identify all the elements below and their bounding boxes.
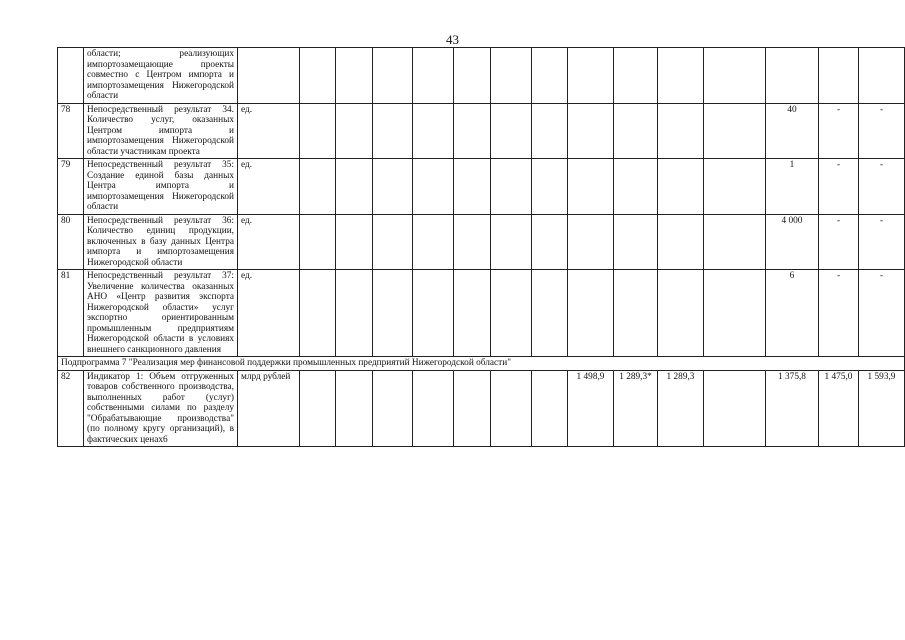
indicator-name: Непосредственный результат 35: Создание единой базы данных Центра импорта и импортозамещения Нижегородской области — [84, 159, 238, 215]
value-cell — [658, 270, 704, 357]
value-cell — [568, 103, 614, 159]
value-cell — [373, 48, 413, 104]
unit-cell: ед. — [238, 159, 300, 215]
row-number: 81 — [58, 270, 84, 357]
row-number: 80 — [58, 214, 84, 270]
table-row — [58, 159, 905, 215]
value-cell: 4 000 — [766, 214, 819, 270]
value-cell: 1 475,0 — [819, 370, 859, 447]
value-cell: - — [819, 103, 859, 159]
value-cell — [704, 214, 766, 270]
value-cell — [532, 270, 568, 357]
value-cell — [704, 103, 766, 159]
value-cell — [568, 214, 614, 270]
table-row — [58, 370, 905, 447]
value-cell — [373, 370, 413, 447]
table-body — [58, 48, 905, 447]
value-cell: 1 375,8 — [766, 370, 819, 447]
value-cell: - — [819, 214, 859, 270]
value-cell — [336, 270, 373, 357]
value-cell — [454, 159, 491, 215]
value-cell — [658, 214, 704, 270]
value-cell — [454, 103, 491, 159]
value-cell — [819, 48, 859, 104]
table-row — [58, 214, 905, 270]
value-cell: - — [859, 159, 905, 215]
value-cell — [614, 103, 658, 159]
value-cell: - — [819, 270, 859, 357]
unit-cell: млрд рублей — [238, 370, 300, 447]
table-row — [58, 103, 905, 159]
value-cell — [766, 48, 819, 104]
value-cell — [373, 103, 413, 159]
value-cell — [568, 159, 614, 215]
value-cell: 6 — [766, 270, 819, 357]
value-cell — [532, 370, 568, 447]
value-cell — [658, 103, 704, 159]
value-cell — [614, 270, 658, 357]
row-number — [58, 48, 84, 104]
value-cell — [336, 103, 373, 159]
value-cell: - — [819, 159, 859, 215]
value-cell: 40 — [766, 103, 819, 159]
value-cell — [491, 159, 532, 215]
value-cell — [373, 270, 413, 357]
value-cell — [300, 270, 336, 357]
value-cell — [454, 370, 491, 447]
value-cell — [614, 48, 658, 104]
value-cell — [454, 214, 491, 270]
value-cell — [336, 48, 373, 104]
indicators-table — [57, 47, 905, 447]
unit-cell: ед. — [238, 270, 300, 357]
value-cell — [413, 270, 454, 357]
value-cell: 1 498,9 — [568, 370, 614, 447]
value-cell — [491, 103, 532, 159]
value-cell — [614, 159, 658, 215]
value-cell — [373, 159, 413, 215]
value-cell: 1 289,3* — [614, 370, 658, 447]
value-cell — [300, 103, 336, 159]
unit-cell — [238, 48, 300, 104]
row-number: 78 — [58, 103, 84, 159]
value-cell — [704, 270, 766, 357]
value-cell: 1 — [766, 159, 819, 215]
value-cell — [704, 370, 766, 447]
value-cell — [532, 214, 568, 270]
indicator-name: Непосредственный результат 37: Увеличение количества оказанных АНО «Центр развития экспорта Нижегородской области» услуг экспортно ориентированным промышленным предприятиям Нижегородской области в условиях внешнего санкционного давления — [84, 270, 238, 357]
value-cell — [532, 48, 568, 104]
row-number: 82 — [58, 370, 84, 447]
value-cell — [491, 214, 532, 270]
table-row — [58, 270, 905, 357]
value-cell — [859, 48, 905, 104]
value-cell — [336, 159, 373, 215]
indicator-name: области; реализующих импортозамещающие проекты совместно с Центром импорта и импортозамещения Нижегородской области — [84, 48, 238, 104]
unit-cell: ед. — [238, 214, 300, 270]
value-cell: - — [859, 214, 905, 270]
value-cell — [614, 214, 658, 270]
unit-cell: ед. — [238, 103, 300, 159]
value-cell: 1 289,3 — [658, 370, 704, 447]
value-cell — [300, 48, 336, 104]
value-cell — [413, 103, 454, 159]
value-cell — [658, 48, 704, 104]
value-cell — [373, 214, 413, 270]
value-cell — [704, 48, 766, 104]
value-cell — [336, 214, 373, 270]
value-cell — [532, 159, 568, 215]
value-cell — [336, 370, 373, 447]
value-cell: 1 593,9 — [859, 370, 905, 447]
value-cell — [300, 159, 336, 215]
value-cell — [491, 48, 532, 104]
table-row — [58, 48, 905, 104]
value-cell — [300, 214, 336, 270]
indicator-name: Непосредственный результат 36: Количество единиц продукции, включенных в базу данных Центра импорта и импортозамещения Нижегородской области — [84, 214, 238, 270]
subprogram-row — [58, 357, 905, 371]
indicator-name: Непосредственный результат 34. Количество услуг, оказанных Центром импорта и импортозамещения Нижегородской области участникам проекта — [84, 103, 238, 159]
value-cell — [491, 270, 532, 357]
value-cell — [413, 214, 454, 270]
row-number: 79 — [58, 159, 84, 215]
page-number: 43 — [446, 32, 459, 47]
value-cell: - — [859, 103, 905, 159]
indicator-name: Индикатор 1: Объем отгруженных товаров собственного производства, выполненных работ (услуг) собственными силами по разделу "Обрабатывающие производства" (по полному кругу организаций), в фактических ценах6 — [84, 370, 238, 447]
value-cell — [454, 270, 491, 357]
value-cell: - — [859, 270, 905, 357]
value-cell — [658, 159, 704, 215]
value-cell — [568, 48, 614, 104]
value-cell — [532, 103, 568, 159]
value-cell — [568, 270, 614, 357]
value-cell — [491, 370, 532, 447]
value-cell — [413, 370, 454, 447]
value-cell — [300, 370, 336, 447]
value-cell — [413, 48, 454, 104]
subprogram-title: Подпрограмма 7 "Реализация мер финансовой поддержки промышленных предприятий Нижегородской области" — [58, 357, 905, 371]
value-cell — [413, 159, 454, 215]
value-cell — [454, 48, 491, 104]
value-cell — [704, 159, 766, 215]
